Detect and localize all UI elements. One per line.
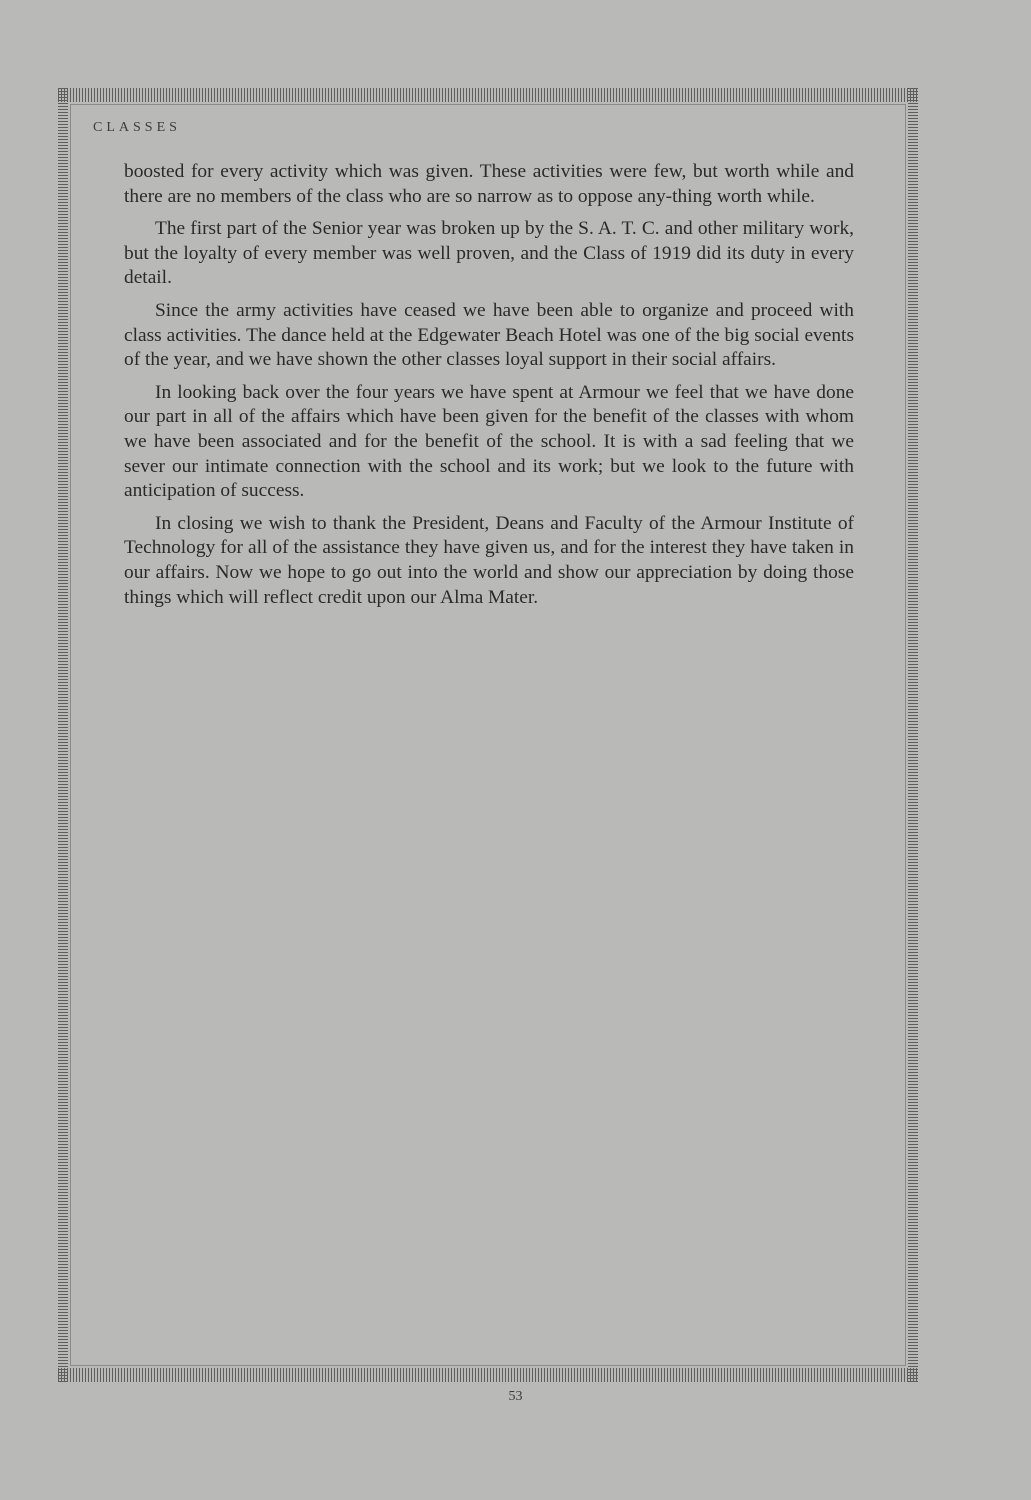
border-bottom-rule: [58, 1368, 918, 1382]
border-top-rule: [58, 88, 918, 102]
inner-line-top: [70, 104, 906, 105]
inner-line-bottom: [70, 1365, 906, 1366]
page-number: 53: [508, 1389, 523, 1404]
paragraph: In closing we wish to thank the President, Deans and Faculty of the Armour Institute of Technology for all of the assistance they have given us, and for the interest they have taken in our affairs. Now we hope to go out into the world and show our appreciation by doing those things which will reflect credit upon our Alma Mater.: [124, 512, 854, 608]
section-label: CLASSES: [93, 120, 181, 135]
paragraph: Since the army activities have ceased we have been able to organize and proceed with class activities. The dance held at the Edgewater Beach Hotel was one of the big social events of the year, and we have shown the other classes loyal support in their social affairs.: [124, 299, 854, 371]
inner-line-left: [70, 104, 71, 1366]
border-right-rule: [908, 88, 918, 1382]
body-text: [124, 160, 854, 618]
border-left-rule: [58, 88, 68, 1382]
paragraph-continued: boosted for every activity which was given. These activities were few, but worth while and there are no members of the class who are so narrow as to oppose any-thing worth while.: [124, 161, 854, 207]
inner-line-right: [905, 104, 906, 1366]
paragraph: In looking back over the four years we have spent at Armour we feel that we have done our part in all of the affairs which have been given for the benefit of the classes with whom we have been associated and for the benefit of the school. It is with a sad feeling that we sever our intimate connection with the school and its work; but we look to the future with anticipation of success.: [124, 381, 854, 502]
paragraph: The first part of the Senior year was broken up by the S. A. T. C. and other military work, but the loyalty of every member was well proven, and the Class of 1919 did its duty in every detail.: [124, 218, 854, 289]
